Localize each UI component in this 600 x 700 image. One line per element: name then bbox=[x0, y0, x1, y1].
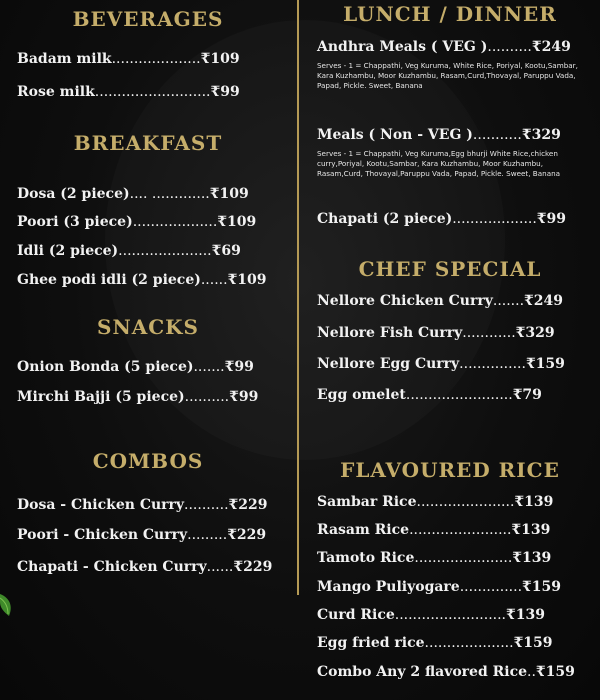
item-name: Ghee podi idli (2 piece) bbox=[17, 272, 201, 288]
item-leader-dots: ................... bbox=[452, 211, 537, 227]
item-leader-dots: ....................... bbox=[409, 522, 512, 538]
menu-item-rose-milk bbox=[17, 83, 240, 101]
item-leader-dots: .................... bbox=[111, 51, 201, 67]
item-leader-dots: .. bbox=[527, 664, 536, 680]
item-name: Poori (3 piece) bbox=[17, 214, 133, 230]
menu-item-mirchi-bajji bbox=[17, 388, 258, 406]
menu-item-onion-bonda bbox=[17, 358, 254, 376]
item-price: ₹159 bbox=[522, 579, 561, 595]
item-leader-dots: ................... bbox=[132, 214, 218, 230]
menu-item-ghee-podi-idli bbox=[17, 271, 267, 289]
item-price: ₹109 bbox=[217, 214, 257, 230]
menu-item-idli bbox=[17, 242, 241, 260]
section-snacks bbox=[0, 315, 296, 339]
item-price: ₹109 bbox=[200, 51, 240, 67]
item-leader-dots: ..................... bbox=[118, 243, 212, 259]
item-leader-dots: ............... bbox=[459, 356, 526, 372]
menu-item-chapati bbox=[317, 210, 566, 228]
item-price: ₹109 bbox=[209, 186, 249, 202]
menu-item-poori bbox=[17, 213, 256, 231]
item-name: Nellore Chicken Curry bbox=[317, 293, 493, 309]
menu-item-nellore-chicken-curry bbox=[317, 292, 563, 310]
item-leader-dots: ...... bbox=[206, 559, 234, 575]
item-price: ₹79 bbox=[512, 387, 542, 403]
item-price: ₹329 bbox=[515, 325, 555, 341]
item-leader-dots: ......... bbox=[187, 527, 228, 543]
item-price: ₹249 bbox=[531, 39, 571, 55]
menu-item-chapati-chicken-curry bbox=[17, 558, 272, 576]
section-heading-flavoured-rice: FLAVOURED RICE bbox=[340, 458, 560, 482]
item-leader-dots: .......... bbox=[184, 389, 230, 405]
item-description-meals-non-veg: Serves - 1 = Chappathi, Veg Kuruma,Egg bhurji White Rice,chicken curry,Poriyal, Kootu,Sambar, Kara Kuzhambu, Moor Kuzhambu, Rasam,Curd, Thovayal,Paruppu Vada, Papad, Pickle. Sweet, Banana bbox=[317, 149, 561, 179]
left-column bbox=[0, 0, 296, 700]
item-name: Rasam Rice bbox=[317, 522, 410, 538]
section-heading-breakfast: BREAKFAST bbox=[73, 131, 223, 155]
item-price: ₹229 bbox=[227, 527, 267, 543]
menu-item-dosa bbox=[17, 185, 249, 203]
item-leader-dots: ............ bbox=[462, 325, 516, 341]
menu-item-nellore-fish-curry bbox=[317, 324, 555, 342]
item-description-andhra-meals: Serves - 1 = Chappathi, Veg Kuruma, White Rice, Poriyal, Kootu,Sambar, Kara Kuzhambu, Moor Kuzhambu, Rasam,Curd,Thovayal, Paruppu Vada, Papad, Pickle. Sweet, Banana bbox=[317, 61, 578, 91]
item-name: Idli (2 piece) bbox=[17, 243, 119, 259]
section-beverages bbox=[0, 7, 296, 31]
item-price: ₹159 bbox=[513, 635, 553, 651]
item-name: Curd Rice bbox=[317, 607, 395, 623]
item-name: Mango Puliyogare bbox=[317, 579, 460, 595]
menu-item-tamoto-rice bbox=[317, 549, 551, 567]
menu-item-poori-chicken-curry bbox=[17, 526, 266, 544]
item-name: Chapati (2 piece) bbox=[317, 211, 453, 227]
item-name: Nellore Fish Curry bbox=[317, 325, 463, 341]
item-name: Poori - Chicken Curry bbox=[17, 527, 188, 543]
menu-item-curd-rice bbox=[317, 606, 545, 624]
item-name: Tamoto Rice bbox=[317, 550, 415, 566]
item-leader-dots: ...................... bbox=[414, 550, 513, 566]
section-heading-combos: COMBOS bbox=[92, 449, 204, 473]
item-name: Mirchi Bajji (5 piece) bbox=[17, 389, 185, 405]
menu-item-combo-flavored-rice bbox=[317, 663, 575, 681]
item-name: Onion Bonda (5 piece) bbox=[17, 359, 194, 375]
item-price: ₹229 bbox=[228, 497, 268, 513]
item-leader-dots: .............. bbox=[459, 579, 523, 595]
item-leader-dots: ......................... bbox=[394, 607, 507, 623]
green-leaf-icon bbox=[0, 592, 14, 618]
menu-item-mango-puliyogare bbox=[317, 578, 561, 596]
item-leader-dots: .......................... bbox=[94, 84, 211, 100]
item-name: Sambar Rice bbox=[317, 494, 417, 510]
item-leader-dots: .... ............. bbox=[129, 186, 210, 202]
item-name: Nellore Egg Curry bbox=[317, 356, 460, 372]
item-leader-dots: ...... bbox=[200, 272, 228, 288]
menu-item-meals-non-veg bbox=[317, 126, 561, 144]
section-chef-special bbox=[300, 257, 600, 281]
item-price: ₹139 bbox=[511, 522, 551, 538]
item-name: Egg fried rice bbox=[317, 635, 425, 651]
item-name: Rose milk bbox=[17, 84, 95, 100]
item-price: ₹139 bbox=[514, 494, 554, 510]
item-leader-dots: .......... bbox=[184, 497, 229, 513]
item-price: ₹99 bbox=[210, 84, 240, 100]
item-name: Andhra Meals ( VEG ) bbox=[317, 39, 488, 55]
section-heading-chef-special: CHEF SPECIAL bbox=[358, 257, 542, 281]
item-name: Chapati - Chicken Curry bbox=[17, 559, 207, 575]
item-leader-dots: .................... bbox=[424, 635, 514, 651]
item-name: Combo Any 2 flavored Rice bbox=[317, 664, 528, 680]
item-price: ₹329 bbox=[521, 127, 561, 143]
item-price: ₹99 bbox=[536, 211, 567, 227]
item-price: ₹139 bbox=[512, 550, 552, 566]
section-breakfast bbox=[0, 131, 296, 155]
item-leader-dots: ....... bbox=[492, 293, 525, 309]
menu-item-sambar-rice bbox=[317, 493, 553, 511]
item-leader-dots: ........................ bbox=[405, 387, 513, 403]
item-name: Meals ( Non - VEG ) bbox=[317, 127, 473, 143]
item-name: Egg omelet bbox=[317, 387, 406, 403]
menu-item-egg-fried-rice bbox=[317, 634, 553, 652]
item-price: ₹69 bbox=[211, 243, 241, 259]
item-price: ₹249 bbox=[524, 293, 563, 309]
section-combos bbox=[0, 449, 296, 473]
item-leader-dots: .......... bbox=[487, 39, 532, 55]
menu-item-badam-milk bbox=[17, 50, 240, 68]
menu-item-nellore-egg-curry bbox=[317, 355, 565, 373]
section-heading-beverages: BEVERAGES bbox=[72, 7, 224, 31]
item-price: ₹139 bbox=[506, 607, 545, 623]
item-price: ₹159 bbox=[535, 664, 575, 680]
item-name: Dosa - Chicken Curry bbox=[17, 497, 185, 513]
item-price: ₹109 bbox=[227, 272, 267, 288]
section-flavoured-rice bbox=[300, 458, 600, 482]
menu-item-egg-omelet bbox=[317, 386, 542, 404]
section-heading-snacks: SNACKS bbox=[97, 315, 199, 339]
item-price: ₹229 bbox=[233, 559, 273, 575]
item-leader-dots: ....... bbox=[193, 359, 225, 375]
item-price: ₹99 bbox=[229, 389, 259, 405]
right-column bbox=[300, 0, 600, 700]
menu-item-dosa-chicken-curry bbox=[17, 496, 268, 514]
section-heading-lunch-dinner: LUNCH / DINNER bbox=[343, 2, 557, 26]
item-name: Dosa (2 piece) bbox=[17, 186, 130, 202]
section-lunch-dinner bbox=[300, 2, 600, 26]
item-price: ₹159 bbox=[525, 356, 565, 372]
item-leader-dots: ...................... bbox=[416, 494, 515, 510]
column-divider bbox=[297, 0, 299, 595]
item-leader-dots: ........... bbox=[472, 127, 522, 143]
menu-item-andhra-meals-veg bbox=[317, 38, 571, 56]
item-name: Badam milk bbox=[17, 51, 112, 67]
menu-item-rasam-rice bbox=[317, 521, 550, 539]
item-price: ₹99 bbox=[224, 359, 254, 375]
